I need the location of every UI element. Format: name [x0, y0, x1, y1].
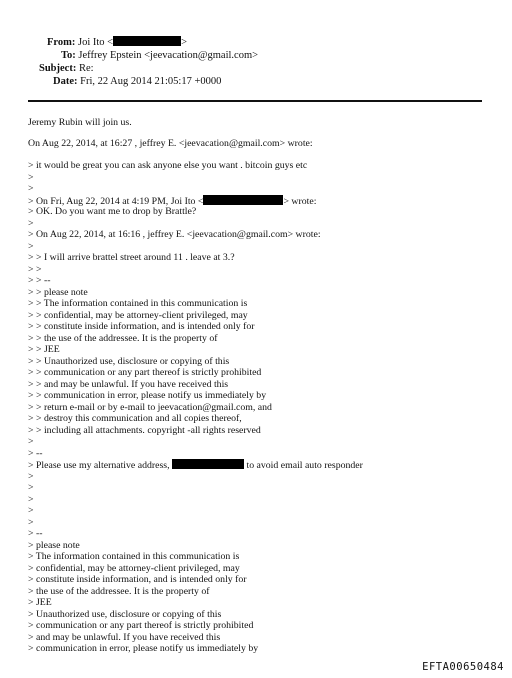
body-line: > > constitute inside information, and is intended only for: [28, 321, 255, 332]
body-line: > constitute inside information, and is intended only for: [28, 574, 247, 585]
body-line: > JEE: [28, 597, 52, 608]
document-id: EFTA00650484: [422, 661, 504, 673]
body-line: >: [28, 482, 34, 493]
header-divider: [28, 100, 482, 102]
body-line: >: [28, 241, 34, 252]
body-line: > > and may be unlawful. If you have received this: [28, 379, 229, 390]
redaction-bar: [172, 459, 244, 469]
body-line: [28, 459, 363, 471]
body-line: > > the use of the addressee. It is the property of: [28, 333, 218, 344]
body-line: > communication or any part thereof is strictly prohibited: [28, 620, 254, 631]
body-line-part: > Please use my alternative address,: [28, 460, 170, 471]
body-line: >: [28, 494, 34, 505]
body-line: > >: [28, 264, 42, 275]
body-line: > > return e-mail or by e-mail to jeevacation@gmail.com, and: [28, 402, 272, 413]
from-value: Joi Ito <: [78, 37, 114, 48]
body-line: > confidential, may be attorney-client privileged, may: [28, 563, 240, 574]
from-tail: >: [181, 37, 188, 48]
date-label: Date:: [53, 76, 78, 87]
body-line: > > confidential, may be attorney-client privileged, may: [28, 310, 248, 321]
body-line: > > including all attachments. copyright -all rights reserved: [28, 425, 261, 436]
body-line: >: [28, 218, 34, 229]
body-line: > > JEE: [28, 344, 60, 355]
body-line: > please note: [28, 540, 80, 551]
redaction-bar: [203, 195, 283, 205]
body-line: > > --: [28, 275, 51, 286]
body-line: >: [28, 172, 34, 183]
from-row: [47, 36, 187, 49]
body-line: >: [28, 517, 34, 528]
subject-label: Subject:: [39, 63, 77, 74]
redaction-bar: [113, 36, 181, 46]
body-line: > On Aug 22, 2014, at 16:16 , jeffrey E. <jeevacation@gmail.com> wrote:: [28, 229, 321, 240]
to-row: [61, 50, 258, 62]
body-line: On Aug 22, 2014, at 16:27 , jeffrey E. <jeevacation@gmail.com> wrote:: [28, 138, 313, 149]
subject-value: Re:: [78, 63, 94, 74]
body-line: > communication in error, please notify us immediately by: [28, 643, 259, 654]
body-line: > > please note: [28, 287, 88, 298]
body-line: Jeremy Rubin will join us.: [28, 117, 132, 128]
body-line: > > destroy this communication and all copies thereof,: [28, 413, 242, 424]
body-line: > OK. Do you want me to drop by Brattle?: [28, 206, 197, 217]
body-line: > Unauthorized use, disclosure or copying of this: [28, 609, 222, 620]
body-line: > > communication or any part thereof is strictly prohibited: [28, 367, 262, 378]
body-line: >: [28, 471, 34, 482]
date-row: [53, 76, 221, 88]
body-line: > --: [28, 528, 43, 539]
body-line: > > The information contained in this communication is: [28, 298, 248, 309]
body-line: > it would be great you can ask anyone else you want . bitcoin guys etc: [28, 160, 308, 171]
body-line-part: to avoid email auto responder: [246, 460, 363, 471]
date-value: Fri, 22 Aug 2014 21:05:17 +0000: [80, 76, 222, 87]
to-value: Jeffrey Epstein <jeevacation@gmail.com>: [78, 50, 259, 61]
body-line: > > Unauthorized use, disclosure or copying of this: [28, 356, 230, 367]
body-line: > > communication in error, please notify us immediately by: [28, 390, 267, 401]
body-line-part: > On Fri, Aug 22, 2014 at 4:19 PM, Joi Ito <: [28, 196, 204, 207]
body-line-part: > wrote:: [283, 196, 317, 207]
body-line: > --: [28, 448, 43, 459]
to-label: To:: [61, 50, 76, 61]
body-line: > > I will arrive brattel street around 11 . leave at 3.?: [28, 252, 235, 263]
body-line: > the use of the addressee. It is the property of: [28, 586, 210, 597]
from-label: From:: [47, 37, 76, 48]
body-line: > The information contained in this communication is: [28, 551, 240, 562]
body-line: >: [28, 505, 34, 516]
body-line: >: [28, 436, 34, 447]
subject-row: [39, 63, 94, 75]
body-line: >: [28, 183, 34, 194]
body-line: > and may be unlawful. If you have received this: [28, 632, 221, 643]
